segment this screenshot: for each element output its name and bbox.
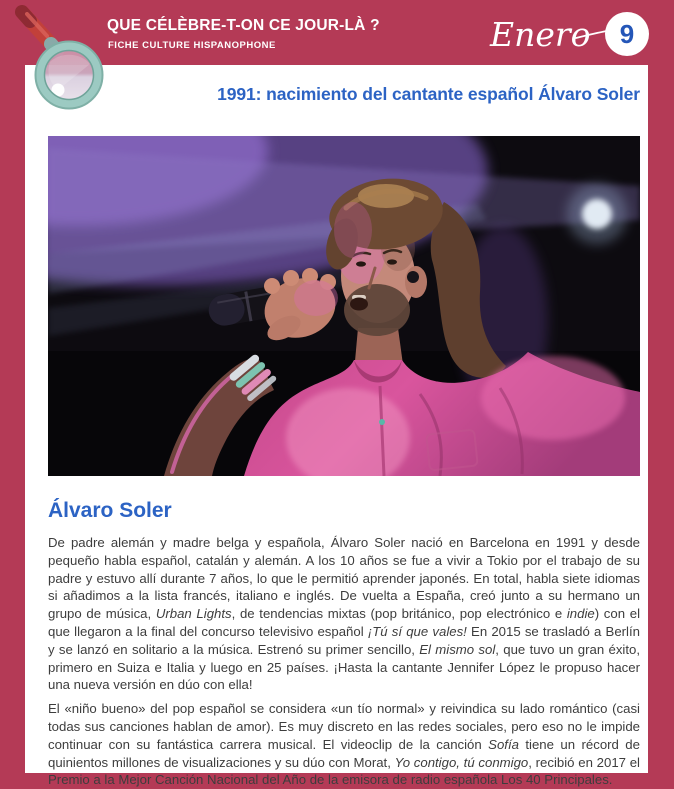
magnifying-glass-icon: [6, 2, 112, 118]
open-mouth: [350, 298, 368, 311]
event-headline: 1991: nacimiento del cantante español Álvaro Soler: [217, 84, 640, 104]
beard: [344, 284, 410, 336]
month-label: Enero: [490, 15, 591, 54]
article-heading: Álvaro Soler: [48, 499, 172, 522]
banner-subtitle: FICHE CULTURE HISPANOPHONE: [108, 40, 276, 51]
concert-photo: [48, 136, 640, 476]
shirt-highlight: [481, 356, 625, 440]
hair-magenta-tint: [334, 202, 372, 258]
day-badge: [605, 12, 649, 56]
spotlight: [582, 199, 612, 229]
earpiece: [407, 271, 419, 283]
hand-magenta-light: [294, 280, 338, 316]
banner-title: QUE CÉLÈBRE-T-ON CE JOUR-LÀ ?: [107, 17, 380, 34]
article: [48, 499, 640, 789]
article-paragraph: De padre alemán y madre belga y española, Álvaro Soler nació en Barcelona en 1991 y desde pequeño habla español, catalán y alemán. A los 10 años se fue a vivir a Tokio por el trabajo de su padre y estuvo allí durante 7 años, lo que le permitió aprender japonés. En total, habla siete idiomas si añadimos a la lista francés, italiano e inglés. De vuelta a España, creó junto a su hermano un grupo de música, Urban Lights, de tendencias mixtas (pop británico, pop electrónico e indie) con el que llegaron a la final del concurso televisivo español ¡Tú sí que vales! En 2015 se trasladó a Berlín y se lanzó en solitario a la música. Estrenó su primer sencillo, El mismo sol, que tuvo un gran éxito, primero en Suiza e Italia y luego en 25 países. ¡Hasta la cantante Jennifer López le propuso hacer una nueva versión en dúo con ella!: [48, 535, 641, 693]
content-card: [25, 65, 648, 788]
article-paragraph: El «niño bueno» del pop español se considera «un tío normal» y reivindica su lado romántico (casi todas sus canciones hablan de amor). Es muy discreto en las redes sociales, pero eso no le impide continuar con su fantástica carrera musical. El videoclip de la canción Sofía tiene un récord de quinientos millones de visualizaciones y su dúo con Morat, Yo contigo, tú conmigo, recibió en 2017 el Premio a la Mejor Canción Nacional del Año de la emisora de radio española Los 40 Principales.: [48, 701, 640, 788]
knuckle: [283, 270, 299, 286]
eye: [356, 261, 366, 266]
month-script: [488, 8, 610, 60]
shirt-button: [379, 419, 385, 425]
banner-titles: [107, 17, 380, 51]
eye: [387, 259, 397, 264]
knuckle: [264, 278, 280, 294]
day-number: 9: [619, 18, 635, 49]
